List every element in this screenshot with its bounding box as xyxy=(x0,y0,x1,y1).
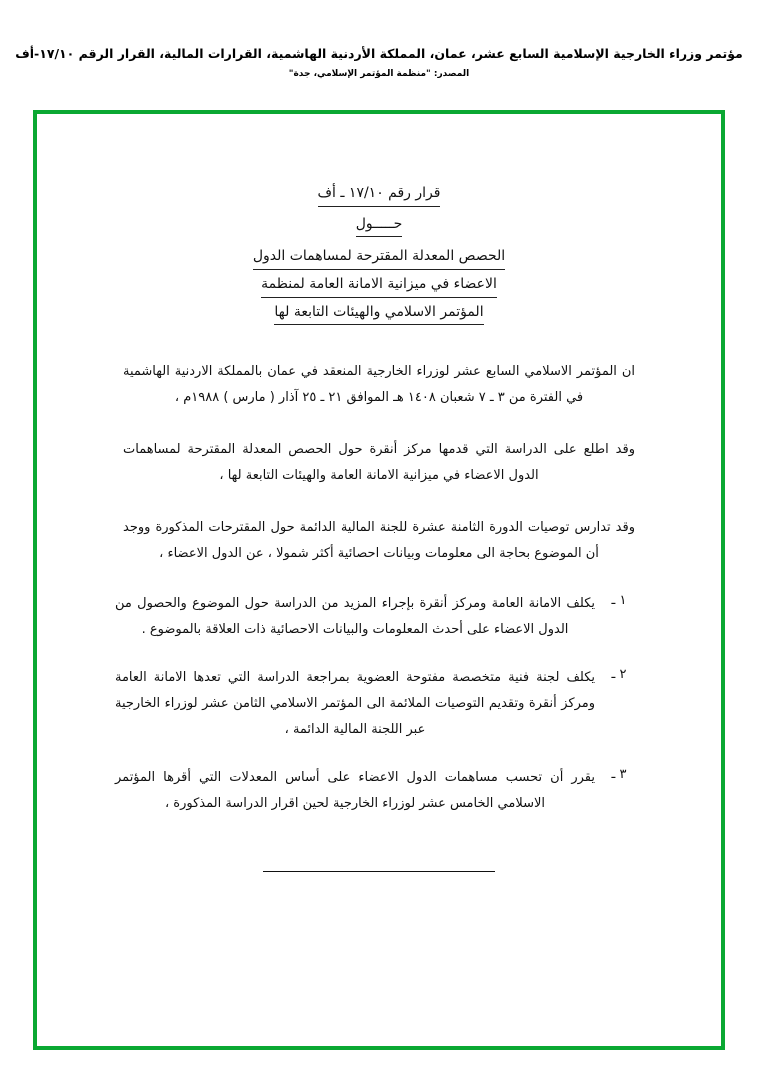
decision-number: قرار رقم ١٧/١٠ ـ أف xyxy=(318,183,441,207)
list-item-text: يكلف الامانة العامة ومركز أنقرة بإجراء المزيد من الدراسة حول الموضوع والحصول من الدول الاعضاء على أحدث المعلومات والبيانات الاحصائية ذات العلاقة بالموضوع . xyxy=(115,596,595,638)
title-line-3-row xyxy=(115,245,643,270)
decision-about: حـــــول xyxy=(356,214,403,238)
list-item xyxy=(115,591,643,643)
list-item xyxy=(115,665,643,743)
decision-subject-line-3: المؤتمر الاسلامي والهيئات التابعة لها xyxy=(274,302,483,326)
footer-divider-wrap xyxy=(115,857,643,876)
header-source: المصدر: "منظمة المؤتمر الإسلامي، جدة" xyxy=(288,69,470,80)
preamble-paragraph-2: وقد اطلع على الدراسة التي قدمها مركز أنقرة حول الحصص المعدلة المقترحة لمساهمات الدول الاعضاء في ميزانية الامانة العامة والهيئات التابعة لها ، xyxy=(123,442,635,484)
list-item-number: ٣ ـ xyxy=(611,767,627,783)
list-item-number: ٢ ـ xyxy=(611,667,627,683)
document-frame xyxy=(33,110,725,1050)
preamble-paragraph-3: وقد تدارس توصيات الدورة الثامنة عشرة للجنة المالية الدائمة حول المقترحات المذكورة ووجد أن الموضوع بحاجة الى معلومات وبيانات احصائية أكثر شمولا ، عن الدول الاعضاء ، xyxy=(123,520,635,562)
list-item-text: يقرر أن تحسب مساهمات الدول الاعضاء على أساس المعدلات التي أقرها المؤتمر الاسلامي الخامس عشر لوزراء الخارجية لحين اقرار الدراسة المذكورة ، xyxy=(115,770,595,812)
footer-divider xyxy=(263,871,495,872)
decision-subject-line-1: الحصص المعدلة المقترحة لمساهمات الدول xyxy=(253,246,505,270)
title-line-5-row xyxy=(115,301,643,326)
list-item-text: يكلف لجنة فنية متخصصة مفتوحة العضوية بمراجعة الدراسة التي تعدها الامانة العامة ومركز أنقرة وتقديم التوصيات الملائمة الى المؤتمر الاسلامي الثامن عشر لوزراء الخارجية عبر اللجنة المالية الدائمة ، xyxy=(115,670,595,738)
header-title: مؤتمر وزراء الخارجية الإسلامية السابع عشر، عمان، المملكة الأردنية الهاشمية، القرارات المالية، القرار الرقم ١٧/١٠-أف xyxy=(15,46,743,61)
preamble-paragraph-1: ان المؤتمر الاسلامي السابع عشر لوزراء الخارجية المنعقد في عمان بالمملكة الاردنية الهاشمية في الفترة من ٣ ـ ٧ شعبان ١٤٠٨ هـ الموافق ٢١ ـ ٢٥ آذار ( مارس ) ١٩٨٨م ، xyxy=(123,364,635,406)
resolution-items xyxy=(115,591,643,817)
title-line-4-row xyxy=(115,273,643,298)
list-item xyxy=(115,765,643,817)
title-line-1-row xyxy=(115,182,643,207)
document-body xyxy=(37,114,721,1046)
decision-title-block xyxy=(115,182,643,325)
title-line-2-row xyxy=(115,213,643,238)
list-item-number: ١ ـ xyxy=(611,593,627,609)
decision-subject-line-2: الاعضاء في ميزانية الامانة العامة لمنظمة xyxy=(261,274,497,298)
page-header xyxy=(0,46,758,79)
